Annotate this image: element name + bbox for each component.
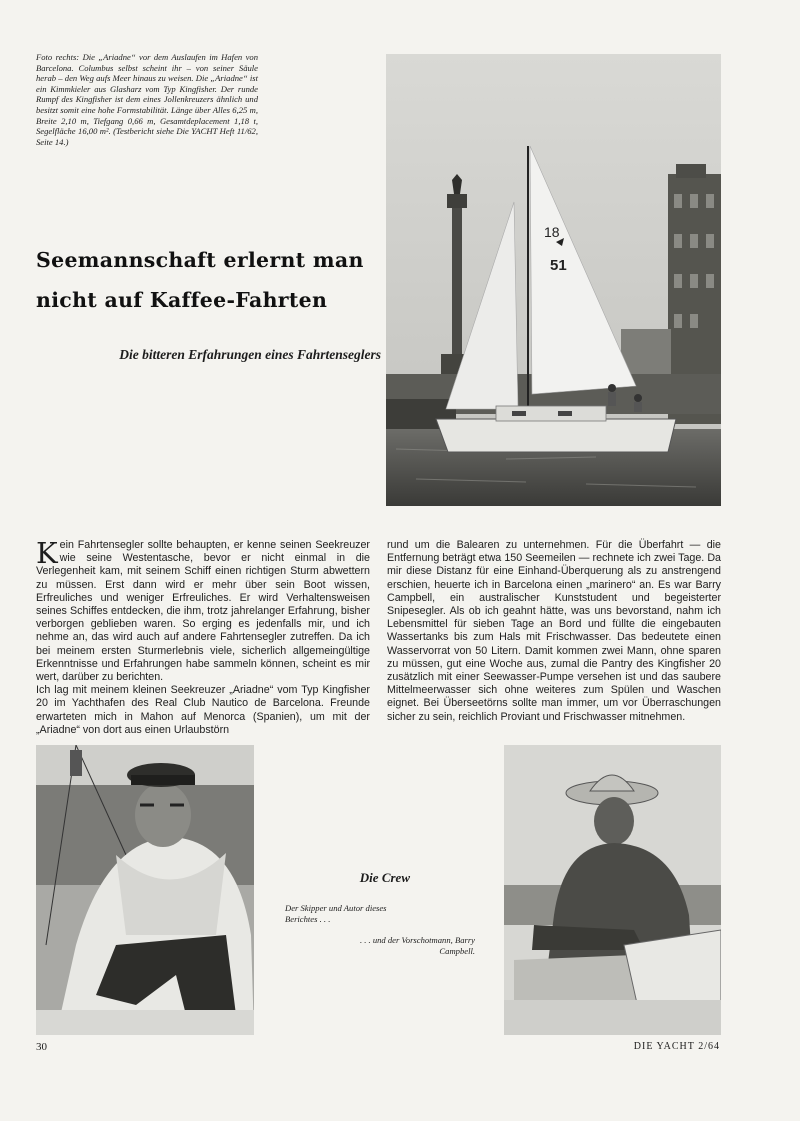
subheadline: Die bitteren Erfahrungen eines Fahrtenseglers [119,347,381,362]
headline-line-1: Seemannschaft erlernt man [36,248,364,272]
article-column-right [387,539,721,724]
headline [36,240,381,320]
crew-caption-skipper: Der Skipper und Autor dieses Berichtes . . . [285,903,387,924]
crewman-photo [504,745,721,1035]
crew-caption-foredeck: . . . und der Vorschotmann, Barry Campbell. [359,935,475,956]
sail-number-top: 18 [544,224,560,240]
skipper-photo [36,745,254,1035]
article-paragraph-1: ein Fahrtensegler sollte behaupten, er kenne seinen Seekreuzer wie seine Westentasche, bevor er nicht einmal in die Verlegenheit kam, mit seinem Schiff einen richtigen Sturm abwettern zu müssen. Erst dann wird er mehr über sein Boot wissen, Erfreuliches und weniger Erfreuliches. Er wird Verhaltensweisen seines Schiffes entdecken, die ihm, trotz jahrelanger Erfahrung, bisher verborgen geblieben waren. So erging es jedenfalls mir, und ich nehme an, das wird auch auf andere Fahrtensegler zutreffen. Da ich bei meinem ersten Sturmerlebnis viele, sicherlich allgemeingültige Erkenntnisse und Erfahrungen habe sammeln können, scheint es mir wert, darüber zu berichten. [36,539,370,684]
photo-caption-top: Foto rechts: Die „Ariadne“ vor dem Auslaufen im Hafen von Barcelona. Columbus selbst scheint ihr – von seiner Säule herab – den Weg aufs Meer hinaus zu weisen. Die „Ariadne“ ist ein Kimmkieler aus Glasharz vom Typ Kingfisher. Der runde Rumpf des Kingfisher ist dem eines Jollenkreuzers ähnlich und besitzt somit eine hohe Formstabilität. Länge über Alles 6,25 m, Breite 2,10 m, Tiefgang 0,66 m, Gesamtdeplacement 1,18 t, Segelfläche 16,00 m². (Testbericht siehe Die YACHT Heft 11/62, Seite 14.) [36,52,258,147]
crew-title: Die Crew [359,870,410,885]
dropcap: K [36,536,58,570]
article-paragraph-3: rund um die Balearen zu unternehmen. Für die Überfahrt — die Entfernung beträgt etwa 150 Seemeilen — rechnete ich zwei Tage. Da mir diese Distanz für eine Einhand-Überquerung als zu anstrengend erschien, heuerte ich in Barcelona einen „marinero“ an. Es war Barry Campbell, ein australischer Kunststudent und begeisterter Snipesegler. Als ob ich geahnt hätte, was uns bevorstand, nahm ich Lebensmittel für sieben Tage an Bord und füllte die eingebauten Wassertanks bis zum Hals mit Frischwasser. Das bedeutete einen Wasservorrat von 50 Litern. Damit kommen zwei Mann, ohne sparen zu müssen, gut eine Woche aus, zumal die Pantry des Kingfisher 20 zusätzlich mit einer Seewasser-Pumpe versehen ist und das saubere Mittelmeerwasser sich ohne weiteres zum Spülen und Waschen eignet. Bei Überseetörns sollte man immer, um vor Überraschungen sicher zu sein, reichlich Proviant und Frischwasser mitnehmen. [387,539,721,723]
sailboat-photo [386,54,721,506]
sail-number-bottom: 51 [550,257,567,274]
headline-line-2: nicht auf Kaffee-Fahrten [36,288,328,312]
article-paragraph-2: Ich lag mit meinem kleinen Seekreuzer „Ariadne“ vom Typ Kingfisher 20 im Yachthafen des Real Club Nautico de Barcelona. Freunde erwarteten mich in Mahon auf Menorca (Spanien), um mit der „Ariadne“ von dort aus einen Urlaubstörn [36,684,370,736]
article-column-left [36,536,370,737]
page-number: 30 [36,1041,47,1053]
magazine-issue: DIE YACHT 2/64 [633,1041,720,1052]
